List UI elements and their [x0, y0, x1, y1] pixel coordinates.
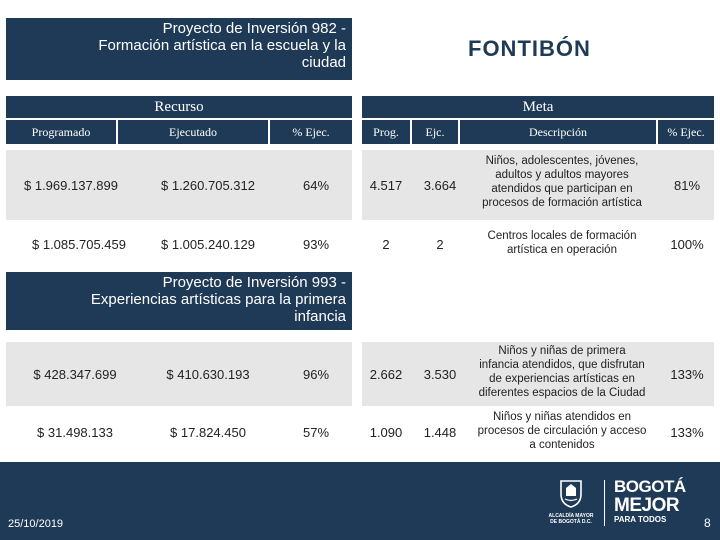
alcaldia-text-1: ALCALDÍA MAYOR — [548, 513, 594, 519]
meta-header: Meta — [362, 96, 714, 118]
table-row-3-pct: 96% — [302, 366, 330, 382]
locality-name: FONTIBÓN — [468, 36, 591, 61]
table-row-1-pct-meta: 81% — [673, 177, 701, 193]
desc-line: diferentes espacios de la Ciudad — [478, 387, 646, 399]
desc-line: artística en operación — [507, 244, 617, 256]
project-993-title — [6, 272, 352, 330]
logo-divider — [604, 480, 605, 526]
project-993-title-line1: Proyecto de Inversión 993 - — [162, 274, 346, 291]
table-row-2-prog: 2 — [382, 236, 390, 252]
project-982-title-line3: ciudad — [301, 54, 346, 71]
table-row-2-programado: $ 1.085.705.459 — [32, 236, 126, 252]
alcaldia-text-2: DE BOGOTÁ D.C. — [550, 519, 592, 525]
footer-date: 25/10/2019 — [8, 518, 64, 530]
table-row-2-ejecutado: $ 1.005.240.129 — [161, 236, 255, 252]
table-row-1-descripcion — [464, 154, 660, 210]
project-982-title — [6, 18, 352, 80]
alcaldia-logo — [546, 478, 596, 530]
footer-bar — [0, 462, 720, 540]
table-row-1-ejc: 3.664 — [423, 177, 457, 193]
table-row-4-prog: 1.090 — [369, 424, 403, 440]
table-row-4-pct-meta: 133% — [670, 424, 704, 440]
table-row-3-descripcion — [462, 344, 662, 400]
table-row-3-ejecutado: $ 410.630.193 — [166, 366, 250, 382]
col-pct-ejec-meta: % Ejec. — [658, 120, 714, 144]
bogota-mejor-logo — [614, 478, 692, 530]
table-row-2-pct-meta: 100% — [670, 236, 704, 252]
col-programado: Programado — [6, 120, 116, 144]
desc-line: procesos de circulación y acceso — [477, 425, 647, 437]
desc-line: a contenidos — [529, 439, 595, 451]
table-row-1-prog: 4.517 — [369, 177, 403, 193]
table-row-3-ejc: 3.530 — [423, 366, 457, 382]
brand-line-2: MEJOR — [614, 495, 680, 516]
table-row-1-ejecutado: $ 1.260.705.312 — [161, 177, 255, 193]
project-982-title-line2: Formación artística en la escuela y la — [98, 37, 346, 54]
project-982-title-line1: Proyecto de Inversión 982 - — [162, 20, 346, 37]
desc-line: procesos de formación artística — [482, 197, 642, 209]
desc-line: Niños y niñas atendidos en — [492, 411, 632, 423]
table-row-4-descripcion — [460, 410, 664, 452]
project-993-title-line3: infancia — [294, 308, 346, 325]
col-ejecutado: Ejecutado — [118, 120, 268, 144]
desc-line: adultos y adultos mayores — [495, 169, 629, 181]
table-row-1-programado: $ 1.969.137.899 — [24, 177, 118, 193]
desc-line: Niños y niñas de primera — [498, 345, 626, 357]
table-row-2-pct: 93% — [302, 236, 330, 252]
col-pct-ejec: % Ejec. — [270, 120, 352, 144]
page-number: 8 — [704, 516, 711, 530]
table-row-4-programado: $ 31.498.133 — [37, 424, 113, 440]
desc-line: Niños, adolescentes, jóvenes, — [485, 155, 639, 167]
table-row-2-descripcion — [464, 229, 660, 257]
desc-line: de experiencias artísticas en — [489, 373, 635, 385]
brand-line-1: BOGOTÁ — [614, 477, 686, 496]
desc-line: infancia atendidos, que disfrutan — [479, 359, 645, 371]
col-prog: Prog. — [362, 120, 410, 144]
table-row-2-ejc: 2 — [436, 236, 444, 252]
table-row-4-ejc: 1.448 — [423, 424, 457, 440]
table-row-4-pct: 57% — [302, 424, 330, 440]
table-row-4-ejecutado: $ 17.824.450 — [170, 424, 246, 440]
brand-line-3: PARA TODOS — [614, 515, 667, 524]
desc-line: atendidos que participan en — [491, 183, 633, 195]
table-row-3-prog: 2.662 — [369, 366, 403, 382]
table-row-1-pct: 64% — [302, 177, 330, 193]
table-row-3-programado: $ 428.347.699 — [33, 366, 117, 382]
table-row-3-pct-meta: 133% — [670, 366, 704, 382]
recurso-header: Recurso — [6, 96, 352, 118]
col-ejc: Ejc. — [412, 120, 458, 144]
desc-line: Centros locales de formación — [487, 230, 637, 242]
coat-of-arms-icon — [556, 478, 586, 508]
project-993-title-line2: Experiencias artísticas para la primera — [90, 291, 346, 308]
col-descripcion: Descripción — [460, 120, 656, 144]
